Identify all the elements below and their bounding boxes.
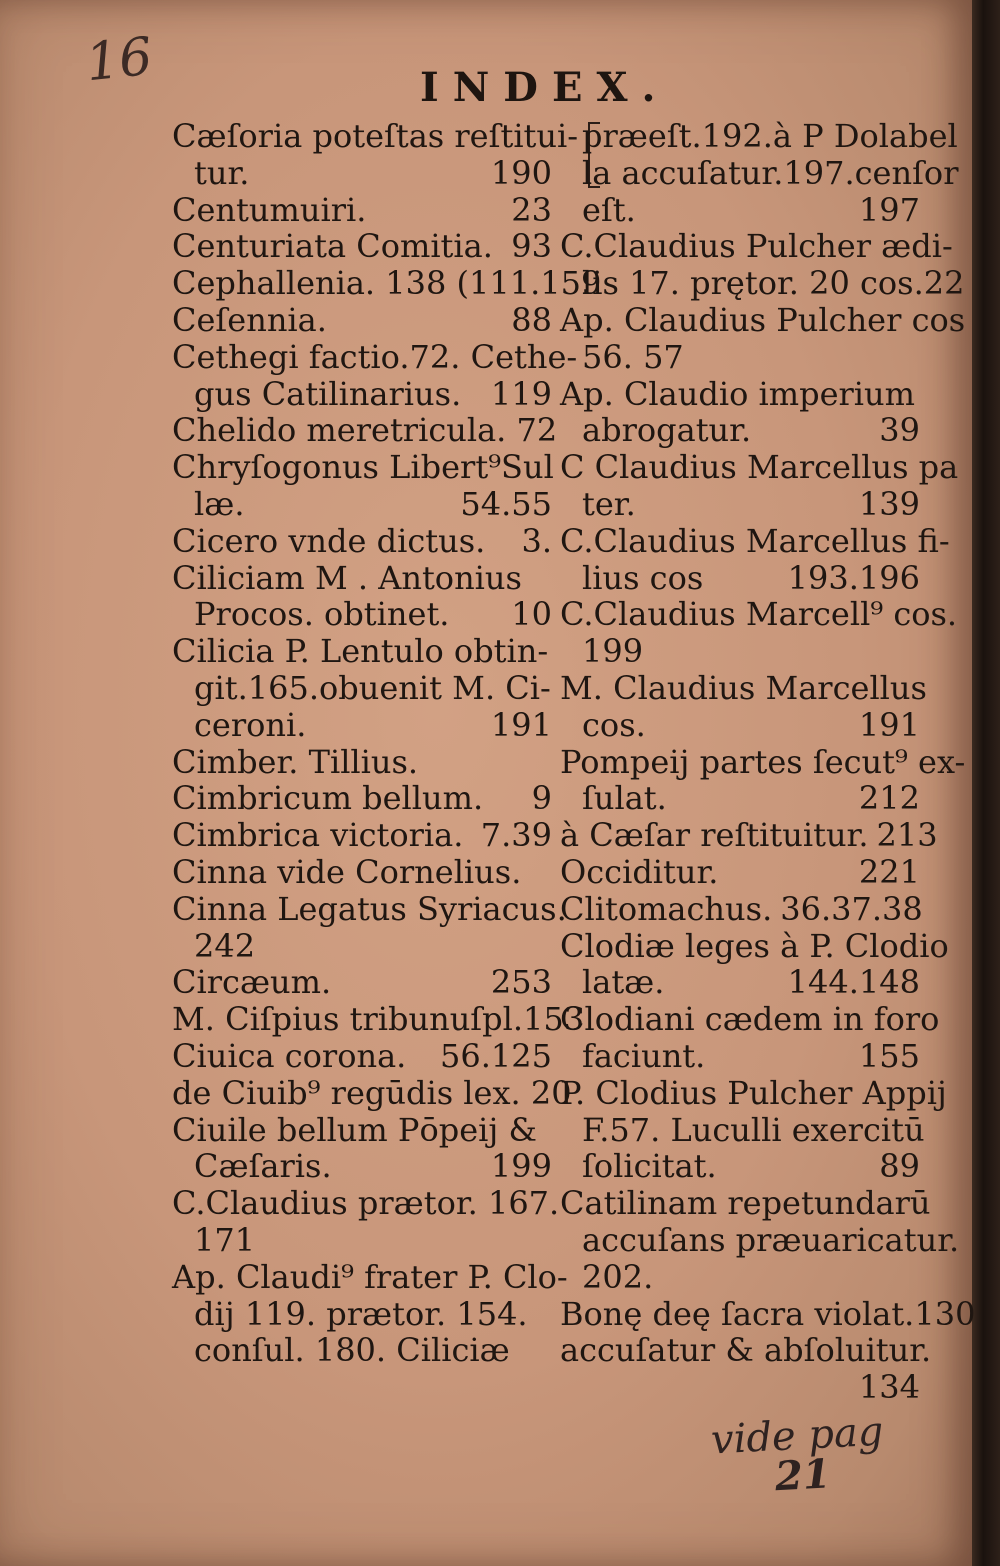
entry-page-ref: 134 — [858, 1368, 920, 1407]
entry-page-ref: 155 — [858, 1036, 920, 1075]
index-entry-line — [560, 448, 959, 487]
entry-text: Cimbrica victoria. — [172, 816, 464, 855]
entry-text: Clodiani cædem in foro — [560, 1000, 940, 1039]
entry-text: tur. — [194, 153, 250, 192]
index-entry-line — [172, 817, 552, 854]
index-entry-line — [560, 300, 966, 339]
entry-text: conſul. 180. Ciliciæ — [194, 1331, 510, 1370]
entry-text: abrogatur. — [582, 411, 752, 450]
entry-text: ter. — [582, 484, 636, 523]
index-entry-line — [560, 264, 965, 303]
entry-page-ref: 88 — [511, 300, 552, 339]
index-entry-line — [560, 339, 920, 376]
index-header: INDEX. — [420, 64, 670, 111]
entry-text: Ap. Claudius Pulcher cos — [560, 300, 966, 339]
entry-text: Procos. obtinet. — [194, 595, 450, 634]
entry-text: præeſt.192.à P Dolabel — [582, 117, 958, 155]
entry-text: C.Claudius prætor. 167. — [172, 1184, 560, 1223]
entry-page-ref: 23 — [511, 190, 552, 229]
entry-text: 56. 57 — [582, 337, 684, 376]
index-entry-line — [560, 1294, 976, 1333]
entry-page-ref: 10 — [511, 595, 552, 634]
entry-text: de Ciuib⁹ regūdis lex. 20 — [172, 1073, 572, 1112]
entry-page-ref: 193.196 — [787, 558, 920, 597]
book-gutter — [972, 0, 1000, 1566]
index-entry-line — [560, 412, 920, 449]
index-column-right — [560, 117, 976, 1407]
entry-text: F.57. Luculli exercitū — [582, 1110, 925, 1149]
index-entry-line — [560, 1148, 920, 1185]
entry-text: Ap. Claudi⁹ frater P. Clo- — [172, 1257, 568, 1296]
entry-text: Cephallenia. 138 (111.159 — [172, 264, 602, 303]
index-entry-line — [172, 928, 552, 965]
index-entry-line — [560, 153, 959, 192]
index-entry-line — [172, 523, 552, 560]
index-entry-line — [172, 264, 602, 303]
entry-page-ref: 3. — [521, 521, 552, 560]
index-entry-line — [560, 1073, 947, 1112]
index-entry-line — [560, 521, 950, 560]
entry-text: accuſans præuaricatur. — [582, 1220, 960, 1259]
index-entry-line — [560, 1220, 960, 1259]
index-entry-line — [560, 889, 923, 928]
entry-text: Ciuile bellum Pōpeij & — [172, 1110, 537, 1149]
entry-text: P. Clodius Pulcher Appij — [560, 1073, 947, 1112]
entry-page-ref: 36.37.38 — [780, 889, 923, 928]
entry-text: C Claudius Marcellus pa — [560, 448, 959, 487]
index-entry-line — [172, 117, 579, 155]
index-entry-line — [172, 1222, 552, 1259]
index-entry-line — [560, 376, 920, 413]
entry-text: 242 — [194, 926, 256, 965]
index-entry-line — [560, 1369, 920, 1406]
entry-text: dij 119. prætor. 154. — [194, 1294, 528, 1333]
index-entry-line — [172, 1332, 552, 1369]
index-entry-line — [560, 1000, 940, 1039]
entry-page-ref: 190 — [490, 153, 552, 192]
index-entry-line — [172, 192, 552, 229]
entry-page-ref: 89 — [879, 1147, 920, 1186]
entry-text: Clitomachus. — [560, 889, 773, 928]
entry-text: Ciliciam M . Antonius — [172, 558, 522, 597]
entry-text: Cimbricum bellum. — [172, 779, 484, 818]
index-entry-line — [560, 1259, 920, 1296]
index-entry-line — [560, 1038, 920, 1075]
entry-text: læ. — [194, 484, 245, 523]
entry-text: Cinna vide Cornelius. — [172, 852, 522, 891]
entry-page-ref: 253 — [490, 963, 552, 1002]
handwritten-note — [709, 1408, 886, 1501]
entry-text: Centuriata Comitia. — [172, 227, 493, 266]
index-entry-line — [560, 742, 966, 781]
entry-page-ref: 144.148 — [787, 963, 920, 1002]
entry-text: Ap. Claudio imperium — [560, 374, 915, 413]
entry-page-ref: 213 — [876, 816, 938, 855]
index-entry-line — [172, 1000, 585, 1039]
entry-text: ſolicitat. — [582, 1147, 717, 1186]
entry-page-ref: 197 — [858, 190, 920, 229]
index-entry-line — [172, 1073, 572, 1112]
entry-text: Circæum. — [172, 963, 332, 1002]
index-entry-line — [172, 560, 552, 597]
handwritten-page-number: 16 — [83, 26, 156, 94]
entry-page-ref: 56.125 — [440, 1036, 552, 1075]
index-entry-line — [172, 964, 552, 1001]
index-entry-line — [172, 1112, 552, 1149]
entry-text: Ceſennia. — [172, 300, 327, 339]
index-entry-line — [560, 560, 920, 597]
index-entry-line — [172, 376, 552, 413]
entry-text: Occiditur. — [560, 852, 719, 891]
entry-text: eſt. — [582, 190, 636, 229]
entry-page-ref: 191 — [858, 705, 920, 744]
entry-text: Cæſaris. — [194, 1147, 332, 1186]
entry-text: latæ. — [582, 963, 665, 1002]
entry-text: lis 17. prętor. 20 cos.22 — [582, 264, 965, 303]
entry-text: Cinna Legatus Syriacus. — [172, 889, 567, 928]
entry-text: Chelido meretricula. 72 — [172, 411, 558, 450]
entry-text: Ciuica corona. — [172, 1036, 407, 1075]
index-entry-line — [560, 854, 920, 891]
index-entry-line — [172, 780, 552, 817]
index-entry-line — [172, 1257, 568, 1296]
entry-page-ref: 139 — [858, 484, 920, 523]
index-entry-line — [172, 411, 558, 450]
entry-text: M. Ciſpius tribunuſpl.153 — [172, 1000, 585, 1039]
entry-text: Cethegi factio.72. Cethe- — [172, 337, 578, 376]
note-line-2: 21 — [773, 1450, 832, 1501]
index-entry-line — [560, 227, 953, 266]
entry-page-ref: 9 — [531, 779, 552, 818]
entry-text: M. Claudius Marcellus — [560, 668, 927, 707]
entry-text: Cilicia P. Lentulo obtin- — [172, 632, 549, 671]
index-entry-line — [560, 816, 938, 855]
index-entry-line — [560, 192, 920, 229]
index-entry-line — [560, 486, 920, 523]
entry-text: Cicero vnde dictus. — [172, 521, 486, 560]
index-entry-line — [172, 1148, 552, 1185]
index-entry-line — [172, 670, 552, 707]
entry-text: 202. — [582, 1257, 654, 1296]
entry-page-ref: 39 — [879, 411, 920, 450]
entry-page-ref: 191 — [490, 705, 552, 744]
entry-text: Centumuiri. — [172, 190, 367, 229]
index-entry-line — [172, 1296, 552, 1333]
index-entry-line — [560, 780, 920, 817]
index-entry-line — [172, 1038, 552, 1075]
entry-page-ref: 7.39 — [480, 816, 552, 855]
index-entry-line — [560, 964, 920, 1001]
entry-page-ref: 221 — [858, 852, 920, 891]
entry-text: accuſatur & abſoluitur. — [560, 1331, 932, 1370]
index-entry-line — [172, 1184, 560, 1223]
entry-text: Clodiæ leges à P. Clodio — [560, 926, 949, 965]
index-entry-line — [172, 302, 552, 339]
entry-page-ref: 199 — [490, 1147, 552, 1186]
index-entry-line — [172, 449, 552, 486]
index-column-left — [172, 117, 602, 1370]
index-entry-line — [560, 633, 920, 670]
entry-text: cos. — [582, 705, 646, 744]
entry-text: Cimber. Tillius. — [172, 742, 419, 781]
entry-text: Cæſoria poteſtas reſtitui- — [172, 117, 579, 155]
index-entry-line — [560, 595, 958, 634]
entry-text: gus Catilinarius. — [194, 374, 462, 413]
entry-text: Bonę deę ſacra violat.130 — [560, 1294, 976, 1333]
entry-text: faciunt. — [582, 1036, 706, 1075]
entry-text: 199 — [582, 632, 644, 671]
index-entry-line — [172, 228, 552, 265]
index-entry-line — [560, 1331, 932, 1370]
entry-text: Catilinam repetundarū — [560, 1184, 931, 1223]
note-line-1: vide pag — [709, 1408, 885, 1464]
entry-text: ceroni. — [194, 705, 307, 744]
entry-text: 171 — [194, 1220, 256, 1259]
entry-text: Chryſogonus Libert⁹Sul — [172, 448, 554, 487]
entry-page-ref: 93 — [511, 227, 552, 266]
index-entry-line — [172, 854, 552, 891]
entry-text: C.Claudius Marcell⁹ cos. — [560, 595, 958, 634]
entry-text: la accuſatur.197.cenſor — [582, 153, 959, 192]
entry-text: C.Claudius Marcellus fi- — [560, 521, 950, 560]
entry-text: Pompeij partes ſecut⁹ ex- — [560, 742, 966, 781]
entry-text: lius cos — [582, 558, 704, 597]
index-entry-line — [172, 596, 552, 633]
index-entry-line — [172, 633, 552, 670]
index-entry-line — [560, 1184, 931, 1223]
index-entry-line — [172, 155, 552, 192]
index-entry-line — [560, 668, 927, 707]
index-entry-line — [560, 926, 949, 965]
index-entry-line — [172, 744, 552, 781]
entry-page-ref: 212 — [858, 779, 920, 818]
index-entry-line — [172, 707, 552, 744]
index-entry-line — [560, 117, 958, 155]
entry-page-ref: 119 — [490, 374, 552, 413]
index-entry-line — [560, 707, 920, 744]
index-entry-line — [172, 889, 567, 928]
index-entry-line — [172, 337, 578, 376]
entry-text: C.Claudius Pulcher ædi- — [560, 227, 953, 266]
index-entry-line — [172, 486, 552, 523]
entry-page-ref: 54.55 — [460, 484, 552, 523]
entry-text: ſulat. — [582, 779, 667, 818]
entry-text: git.165.obuenit M. Ci- — [194, 668, 551, 707]
index-entry-line — [560, 1110, 925, 1149]
entry-text: à Cæſar reſtituitur. — [560, 816, 869, 855]
